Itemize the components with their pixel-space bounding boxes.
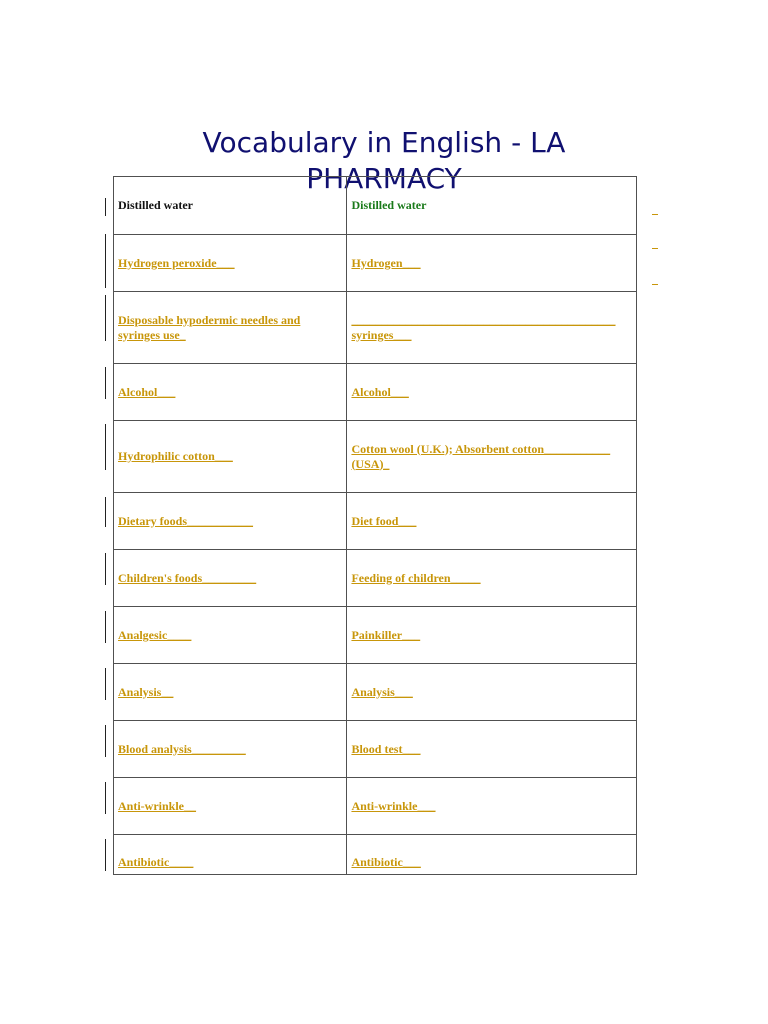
term-english-cell: Distilled water <box>114 177 347 235</box>
term-translation-link[interactable]: Cotton wool (U.K.); Absorbent cotton___________ (USA)_ <box>351 441 611 471</box>
term-translation-cell: Distilled water <box>347 177 637 235</box>
side-link-mark[interactable] <box>652 284 658 285</box>
term-translation-link-line[interactable]: ____________________________________________ <box>351 312 616 327</box>
margin-bar <box>105 198 106 216</box>
term-translation-link[interactable]: syringes___ <box>351 327 412 342</box>
table-row <box>114 607 637 664</box>
title-line-1: Vocabulary in English - LA <box>202 125 566 159</box>
table-row <box>114 550 637 607</box>
term-english-link[interactable]: Disposable hypodermic needles and syringes use_ <box>118 312 301 342</box>
margin-bar <box>105 367 106 399</box>
margin-bar <box>105 839 106 871</box>
side-link-mark[interactable] <box>652 214 658 215</box>
side-link-mark[interactable] <box>652 248 658 249</box>
term-english-link[interactable]: Anti-wrinkle__ <box>118 798 196 813</box>
table-row <box>114 364 637 421</box>
vocabulary-table <box>113 176 637 875</box>
term-english-link[interactable]: Analysis__ <box>118 684 174 699</box>
term-translation-link[interactable]: Alcohol___ <box>351 384 409 399</box>
margin-bar <box>105 234 106 288</box>
term-english-link[interactable]: Antibiotic____ <box>118 855 194 869</box>
title-line-2: PHARMACY <box>306 161 462 195</box>
margin-bar <box>105 295 106 341</box>
term-translation-link[interactable]: Antibiotic___ <box>351 855 421 869</box>
term-english-link[interactable]: Alcohol___ <box>118 384 176 399</box>
table-row <box>114 177 637 235</box>
term-translation-link[interactable]: Painkiller___ <box>351 627 421 642</box>
table-row <box>114 778 637 835</box>
term-translation-link[interactable]: Analysis___ <box>351 684 413 699</box>
term-translation-link[interactable]: Hydrogen___ <box>351 255 421 270</box>
margin-bar <box>105 725 106 757</box>
term-translation-link[interactable]: Blood test___ <box>351 741 421 756</box>
margin-bar <box>105 668 106 700</box>
term-english-link[interactable]: Blood analysis_________ <box>118 741 246 756</box>
table-row <box>114 493 637 550</box>
margin-bar <box>105 497 106 527</box>
table-row <box>114 292 637 364</box>
term-translation-link[interactable]: Feeding of children_____ <box>351 570 481 585</box>
margin-bar <box>105 424 106 470</box>
margin-bar <box>105 782 106 814</box>
margin-bar <box>105 553 106 585</box>
table-row <box>114 421 637 493</box>
term-english-link[interactable]: Analgesic____ <box>118 627 192 642</box>
table-row <box>114 235 637 292</box>
term-translation-link[interactable]: Anti-wrinkle___ <box>351 798 436 813</box>
margin-bar <box>105 611 106 643</box>
table-row <box>114 664 637 721</box>
term-english-link[interactable]: Hydrogen peroxide___ <box>118 255 235 270</box>
term-english-link[interactable]: Children's foods_________ <box>118 570 257 585</box>
term-english-link[interactable]: Hydrophilic cotton___ <box>118 449 233 463</box>
table-row <box>114 721 637 778</box>
term-translation-link[interactable]: Diet food___ <box>351 513 417 528</box>
table-row <box>114 835 637 875</box>
term-english-link[interactable]: Dietary foods___________ <box>118 513 253 528</box>
